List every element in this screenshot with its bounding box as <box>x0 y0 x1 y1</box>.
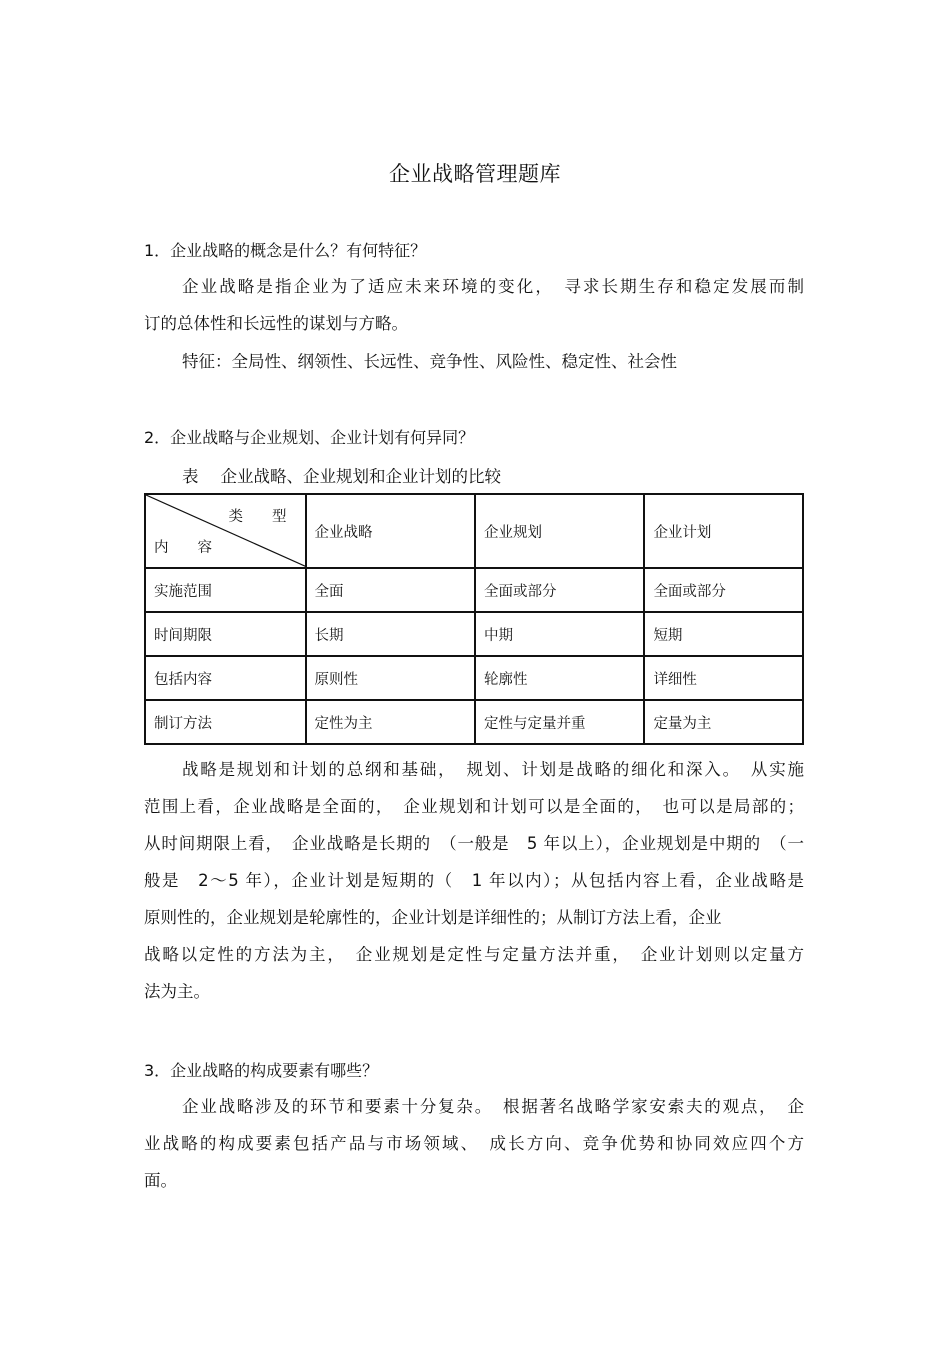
table-corner-cell <box>145 494 306 568</box>
table-caption-prefix: 表 <box>182 467 199 486</box>
features-line: 特征：全局性、纲领性、长远性、竞争性、风险性、稳定性、社会性 <box>182 352 677 371</box>
table-cell: 详细性 <box>644 656 803 700</box>
answer-2-line: 范围上看，企业战略是全面的， 企业规划和计划可以是全面的， 也可以是局部的； <box>144 797 804 816</box>
table-cell: 全面 <box>306 568 475 612</box>
corner-label-type: 类 型 <box>228 509 287 525</box>
answer-2-line: 般是 2～5 年），企业计划是短期的（ 1 年以内）；从包括内容上看，企业战略是 <box>144 871 804 890</box>
table-row <box>145 700 803 744</box>
answer-3-line: 面。 <box>144 1171 177 1190</box>
table-caption <box>182 463 501 487</box>
table-cell: 定性为主 <box>306 700 475 744</box>
answer-2-line: 战略以定性的方法为主， 企业规划是定性与定量方法并重， 企业计划则以定量方 <box>144 945 804 964</box>
table-cell: 定性与定量并重 <box>475 700 644 744</box>
answer-3-line: 企业战略涉及的环节和要素十分复杂。 根据著名战略学家安索夫的观点， 企 <box>182 1097 804 1116</box>
table-row <box>145 568 803 612</box>
page-title: 企业战略管理题库 <box>389 162 561 186</box>
row-label: 制订方法 <box>145 700 306 744</box>
table-cell: 短期 <box>644 612 803 656</box>
answer-2-line: 法为主。 <box>144 982 210 1001</box>
table-cell: 全面或部分 <box>475 568 644 612</box>
table-cell: 全面或部分 <box>644 568 803 612</box>
column-header: 企业规划 <box>475 494 644 568</box>
row-label: 时间期限 <box>145 612 306 656</box>
answer-1-line: 订的总体性和长远性的谋划与方略。 <box>144 314 408 333</box>
answer-2-line: 战略是规划和计划的总纲和基础， 规划、计划是战略的细化和深入。 从实施 <box>182 760 804 779</box>
column-header: 企业战略 <box>306 494 475 568</box>
answer-1 <box>144 268 804 342</box>
column-header: 企业计划 <box>644 494 803 568</box>
question-3: 3．企业战略的构成要素有哪些？ <box>144 1061 379 1080</box>
corner-label-content: 内 容 <box>154 540 212 556</box>
table-caption-text: 企业战略、企业规划和企业计划的比较 <box>220 467 501 486</box>
answer-2-line: 原则性的，企业规划是轮廓性的，企业计划是详细性的；从制订方法上看，企业 <box>144 908 722 927</box>
answer-3-line: 业战略的构成要素包括产品与市场领域、 成长方向、竞争优势和协同效应四个方 <box>144 1134 804 1153</box>
comparison-table <box>144 493 804 745</box>
table-row <box>145 656 803 700</box>
table-cell: 中期 <box>475 612 644 656</box>
row-label: 实施范围 <box>145 568 306 612</box>
question-2: 2．企业战略与企业规划、企业计划有何异同？ <box>144 428 475 447</box>
table-cell: 长期 <box>306 612 475 656</box>
table-header-row <box>145 494 803 568</box>
table-row <box>145 612 803 656</box>
answer-1-line: 企业战略是指企业为了适应未来环境的变化， 寻求长期生存和稳定发展而制 <box>182 277 804 296</box>
table-cell: 定量为主 <box>644 700 803 744</box>
answer-2 <box>144 751 804 1010</box>
answer-2-line: 从时间期限上看， 企业战略是长期的 （一般是 5 年以上），企业规划是中期的 （一 <box>144 834 804 853</box>
answer-3 <box>144 1088 804 1199</box>
table-cell: 原则性 <box>306 656 475 700</box>
question-1: 1．企业战略的概念是什么？有何特征？ <box>144 241 427 260</box>
row-label: 包括内容 <box>145 656 306 700</box>
table-cell: 轮廓性 <box>475 656 644 700</box>
